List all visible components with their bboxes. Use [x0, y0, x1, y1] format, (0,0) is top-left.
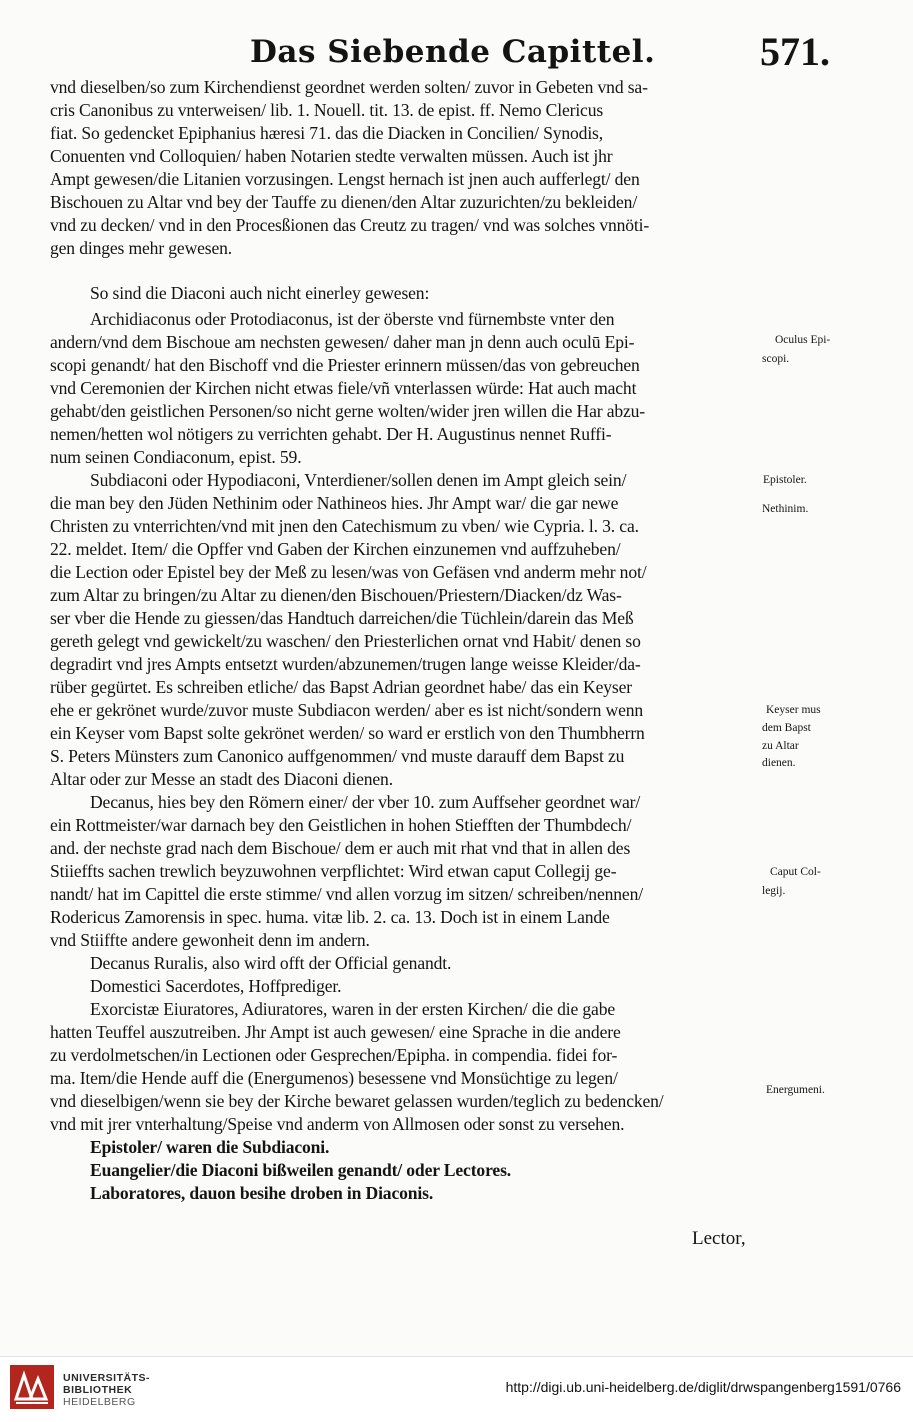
margin-note: zu Altar: [762, 740, 799, 752]
text-line: gereth gelegt vnd gewickelt/zu waschen/ den Priesterlichen ornat vnd Habit/ denen so: [50, 631, 641, 651]
text-line: Domestici Sacerdotes, Hoffprediger.: [90, 976, 342, 996]
text-line: Exorcistæ Eiuratores, Adiuratores, waren in der ersten Kirchen/ die die gabe: [90, 999, 616, 1019]
text-line: Bischouen zu Altar vnd bey der Tauffe zu dienen/den Altar zuzurichten/zu bekleiden/: [50, 192, 638, 212]
text-line: Altar oder zur Messe an stadt des Diaconi dienen.: [50, 769, 393, 789]
text-line: nandt/ hat im Capittel die erste stimme/ vnd allen vorzug im sitzen/ schreiben/nennen/: [50, 884, 643, 904]
text-line: degradirt vnd jres Ampts entsetzt wurden/abzunemen/trugen lange weisse Kleider/da-: [50, 654, 641, 674]
text-line: Conuenten vnd Colloquien/ haben Notarien stedte verwalten müssen. Auch ist jhr: [50, 146, 613, 166]
margin-note: legij.: [762, 885, 786, 897]
text-line: vnd Stiiffte andere gewonheit denn im andern.: [50, 930, 370, 950]
text-line: S. Peters Münsters zum Canonico auffgenommen/ vnd muste darauff dem Bapst zu: [50, 746, 625, 766]
text-line: gehabt/den geistlichen Personen/so nicht gerne wolten/wider jren willen die Har abzu-: [50, 401, 646, 421]
library-name: [63, 1372, 150, 1408]
section-heading: So sind die Diaconi auch nicht einerley gewesen:: [90, 283, 430, 303]
text-line: 22. meldet. Item/ die Opffer vnd Gaben der Kirchen einzunemen vnd auffzuheben/: [50, 539, 621, 559]
university-library-logo: [10, 1365, 54, 1409]
margin-note: Epistoler.: [763, 474, 807, 486]
text-line: Epistoler/ waren die Subdiaconi.: [90, 1137, 330, 1157]
text-line: Euangelier/die Diaconi bißweilen genandt/ oder Lectores.: [90, 1160, 512, 1180]
permalink-url[interactable]: http://digi.ub.uni-heidelberg.de/diglit/drwspangenberg1591/0766: [505, 1379, 901, 1395]
text-line: scopi genandt/ hat den Bischoff vnd die Priester erinnern müssen/das von gebreuchen: [50, 355, 640, 375]
library-name-line: HEIDELBERG: [63, 1396, 136, 1408]
text-line: Laboratores, dauon besihe droben in Diaconis.: [90, 1183, 434, 1203]
text-line: zu verdolmetschen/in Lectionen oder Gesprechen/Epipha. in compendia. fidei for-: [50, 1045, 618, 1065]
running-title: Das Siebende Capittel.: [250, 34, 656, 70]
margin-note: dienen.: [762, 757, 796, 769]
text-line: Subdiaconi oder Hypodiaconi, Vnterdiener/sollen denen im Ampt gleich sein/: [90, 470, 627, 490]
text-line: vnd Ceremonien der Kirchen nicht etwas fiele/vñ vnterlassen würde: Hat auch macht: [50, 378, 637, 398]
text-line: vnd zu decken/ vnd in den Procesßionen das Creutz zu tragen/ vnd was solches vnnöti-: [50, 215, 650, 235]
text-line: and. der nechste grad nach dem Bischoue/ dem er auch mit rhat vnd that in allen des: [50, 838, 631, 858]
text-line: gen dinges mehr gewesen.: [50, 238, 233, 258]
library-name-line: BIBLIOTHEK: [63, 1384, 133, 1396]
footer-bar: [0, 1356, 913, 1422]
margin-note: Nethinim.: [762, 503, 809, 515]
text-line: vnd dieselben/so zum Kirchendienst geordnet werden solten/ zuvor in Gebeten vnd sa-: [50, 77, 648, 97]
text-line: vnd mit jrer vnterhaltung/Speise vnd anderm von Allmosen oder sonst zu versehen.: [50, 1114, 625, 1134]
text-line: ser vber die Hende zu giessen/das Handtuch darreichen/die Tüchlein/darein das Meß: [50, 608, 634, 628]
text-line: Archidiaconus oder Protodiaconus, ist der öberste vnd fürnembste vnter den: [90, 309, 615, 329]
text-line: ein Keyser vom Bapst solte gekrönet werden/ so ward er erstlich von den Thumbherrn: [50, 723, 645, 743]
text-line: vnd dieselbigen/wenn sie bey der Kirche bewaret gelassen wurden/teglich zu bedencken/: [50, 1091, 664, 1111]
margin-note: Keyser mus: [766, 704, 821, 716]
text-line: fiat. So gedencket Epiphanius hæresi 71. das die Diacken in Concilien/ Synodis,: [50, 123, 604, 143]
text-line: zum Altar zu bringen/zu Altar zu dienen/den Bischouen/Priestern/Diacken/dz Was-: [50, 585, 622, 605]
text-line: Christen zu vnterrichten/vnd mit jnen den Catechismum zu vben/ wie Cypria. l. 3. ca.: [50, 516, 639, 536]
page-header: [0, 28, 913, 78]
library-name-line: UNIVERSITÄTS-: [63, 1372, 151, 1384]
catchword: Lector,: [692, 1228, 746, 1249]
text-line: ein Rottmeister/war darnach bey den Geistlichen in hohen Stiefften der Thumbdech/: [50, 815, 632, 835]
margin-note: dem Bapst: [762, 722, 811, 734]
text-line: num seinen Condiaconum, epist. 59.: [50, 447, 302, 467]
text-line: Ampt gewesen/die Litanien vorzusingen. Lengst hernach ist jnen auch aufferlegt/ den: [50, 169, 640, 189]
page-number: 571.: [760, 29, 830, 74]
margin-note: Caput Col-: [770, 866, 821, 878]
text-line: cris Canonibus zu vnterweisen/ lib. 1. Nouell. tit. 13. de epist. ff. Nemo Clericus: [50, 100, 604, 120]
text-line: Decanus Ruralis, also wird offt der Official genandt.: [90, 953, 452, 973]
margin-note: Oculus Epi-: [775, 334, 831, 346]
text-line: Rodericus Zamorensis in spec. huma. vitæ lib. 2. ca. 13. Doch ist in einem Lande: [50, 907, 610, 927]
text-line: Decanus, hies bey den Römern einer/ der vber 10. zum Auffseher geordnet war/: [90, 792, 641, 812]
text-line: ehe er gekrönet wurde/zuvor muste Subdiacon werden/ aber es ist nicht/sondern wenn: [50, 700, 644, 720]
text-line: ma. Item/die Hende auff die (Energumenos) besessene vnd Monsüchtige zu legen/: [50, 1068, 618, 1088]
text-line: andern/vnd dem Bischoue am nechsten gewesen/ daher man jn denn auch oculū Epi-: [50, 332, 635, 352]
text-line: Stiieffts sachen trewlich beyzuwohnen verpflichtet: Wird etwan caput Collegij ge-: [50, 861, 617, 881]
text-line: rüber gegürtet. Es schreiben etliche/ das Bapst Adrian geordnet habe/ das ein Keyser: [50, 677, 632, 697]
margin-note: Energumeni.: [766, 1084, 825, 1096]
text-line: die man bey den Jüden Nethinim oder Nathineos hies. Jhr Ampt war/ die gar newe: [50, 493, 619, 513]
text-line: hatten Teuffel auszutreiben. Jhr Ampt ist auch gewesen/ eine Sprache in die andere: [50, 1022, 621, 1042]
text-line: nemen/hetten wol nötigers zu verrichten gehabt. Der H. Augustinus nennet Ruffi-: [50, 424, 612, 444]
margin-note: scopi.: [762, 353, 790, 365]
text-line: die Lection oder Epistel bey der Meß zu lesen/was von Gefäsen vnd anderm mehr not/: [50, 562, 647, 582]
